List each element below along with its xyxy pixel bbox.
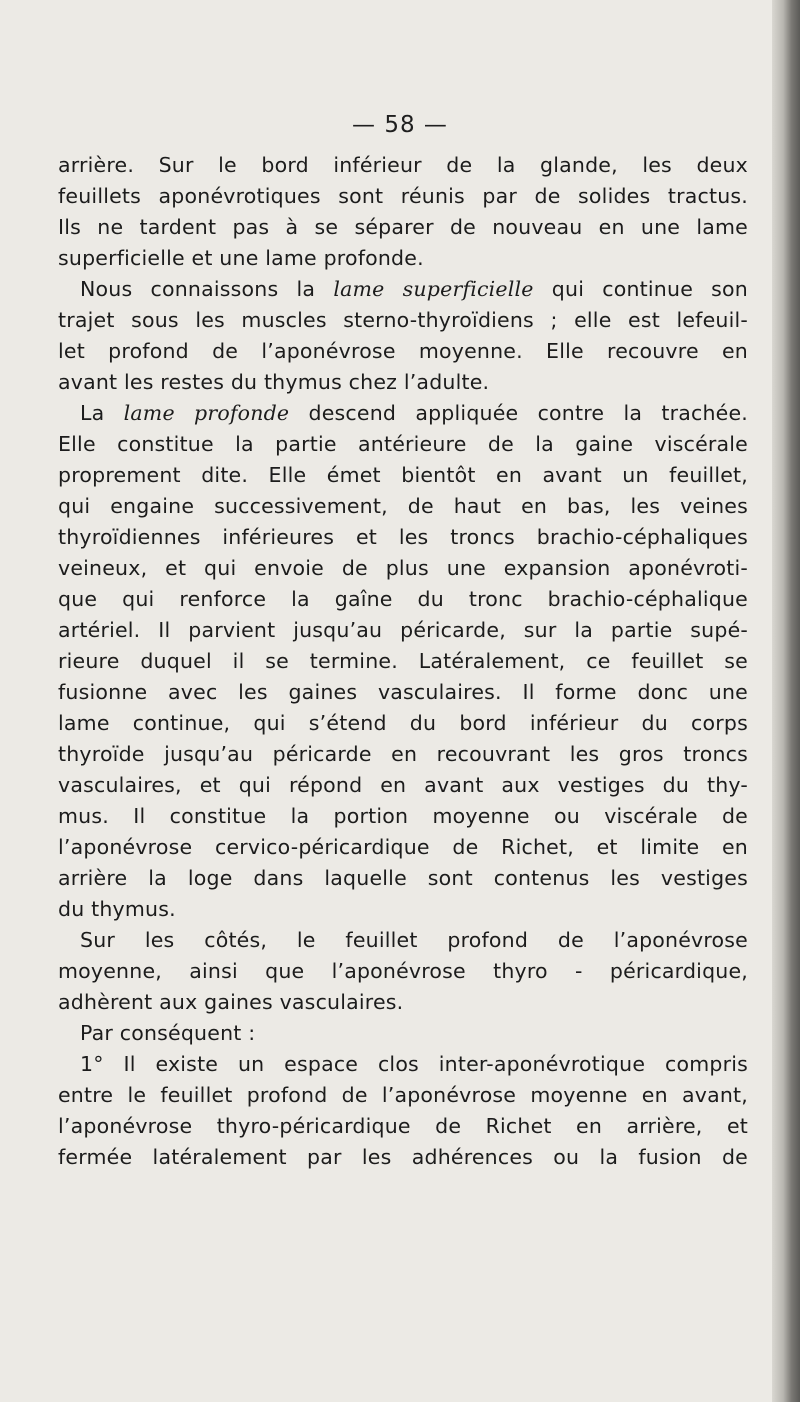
- italic-term: lame profonde: [123, 401, 290, 425]
- text-line: thyroïde jusqu’au péricarde en recouvrant les gros troncs: [58, 742, 748, 766]
- text-line: proprement dite. Elle émet bientôt en avant un feuillet,: [58, 463, 748, 487]
- text-line: adhèrent aux gaines vasculaires.: [58, 990, 404, 1014]
- text-line: Par conséquent :: [80, 1021, 256, 1045]
- italic-term: lame superficielle: [333, 277, 534, 301]
- text-line: Elle constitue la partie antérieure de la gaine viscérale: [58, 432, 748, 456]
- text-line: Ils ne tardent pas à se séparer de nouveau en une lame: [58, 215, 748, 239]
- text-line: avant les restes du thymus chez l’adulte.: [58, 370, 490, 394]
- text-segment: descend appliquée contre la trachée.: [289, 401, 748, 425]
- text-line: fusionne avec les gaines vasculaires. Il forme donc une: [58, 680, 748, 704]
- text-line: feuillets aponévrotiques sont réunis par de solides tractus.: [58, 184, 748, 208]
- text-line: 1° Il existe un espace clos inter-aponévrotique compris: [80, 1052, 748, 1076]
- page-edge-shadow: [772, 0, 800, 1402]
- text-line: mus. Il constitue la portion moyenne ou viscérale de: [58, 804, 748, 828]
- text-line: veineux, et qui envoie de plus une expansion aponévroti-: [58, 556, 748, 580]
- text-line: thyroïdiennes inférieures et les troncs brachio-céphaliques: [58, 525, 748, 549]
- text-line: lame continue, qui s’étend du bord inférieur du corps: [58, 711, 748, 735]
- text-line: l’aponévrose thyro-péricardique de Richet en arrière, et: [58, 1114, 748, 1138]
- text-segment: Nous connaissons la: [80, 277, 334, 301]
- text-line: arrière. Sur le bord inférieur de la glande, les deux: [58, 153, 748, 177]
- text-line: fermée latéralement par les adhérences ou la fusion de: [58, 1145, 748, 1169]
- text-line: artériel. Il parvient jusqu’au péricarde, sur la partie supé-: [58, 618, 748, 642]
- text-line: Sur les côtés, le feuillet profond de l’aponévrose: [80, 928, 748, 952]
- text-line: vasculaires, et qui répond en avant aux vestiges du thy-: [58, 773, 748, 797]
- text-line: superficielle et une lame profonde.: [58, 246, 424, 270]
- body-text: [58, 150, 748, 1173]
- page-number: — 58 —: [352, 112, 448, 138]
- text-line: arrière la loge dans laquelle sont contenus les vestiges: [58, 866, 748, 890]
- text-line: [58, 274, 748, 305]
- text-line: moyenne, ainsi que l’aponévrose thyro - péricardique,: [58, 959, 748, 983]
- text-line: [58, 398, 748, 429]
- text-line: trajet sous les muscles sterno-thyroïdiens ; elle est lefeuil-: [58, 308, 748, 332]
- text-line: entre le feuillet profond de l’aponévrose moyenne en avant,: [58, 1083, 748, 1107]
- text-line: l’aponévrose cervico-péricardique de Richet, et limite en: [58, 835, 748, 859]
- text-line: rieure duquel il se termine. Latéralement, ce feuillet se: [58, 649, 748, 673]
- text-line: let profond de l’aponévrose moyenne. Elle recouvre en: [58, 339, 748, 363]
- text-segment: La: [80, 401, 124, 425]
- text-line: qui engaine successivement, de haut en bas, les veines: [58, 494, 748, 518]
- text-line: que qui renforce la gaîne du tronc brachio-céphalique: [58, 587, 748, 611]
- text-segment: qui continue son: [533, 277, 748, 301]
- text-line: du thymus.: [58, 897, 176, 921]
